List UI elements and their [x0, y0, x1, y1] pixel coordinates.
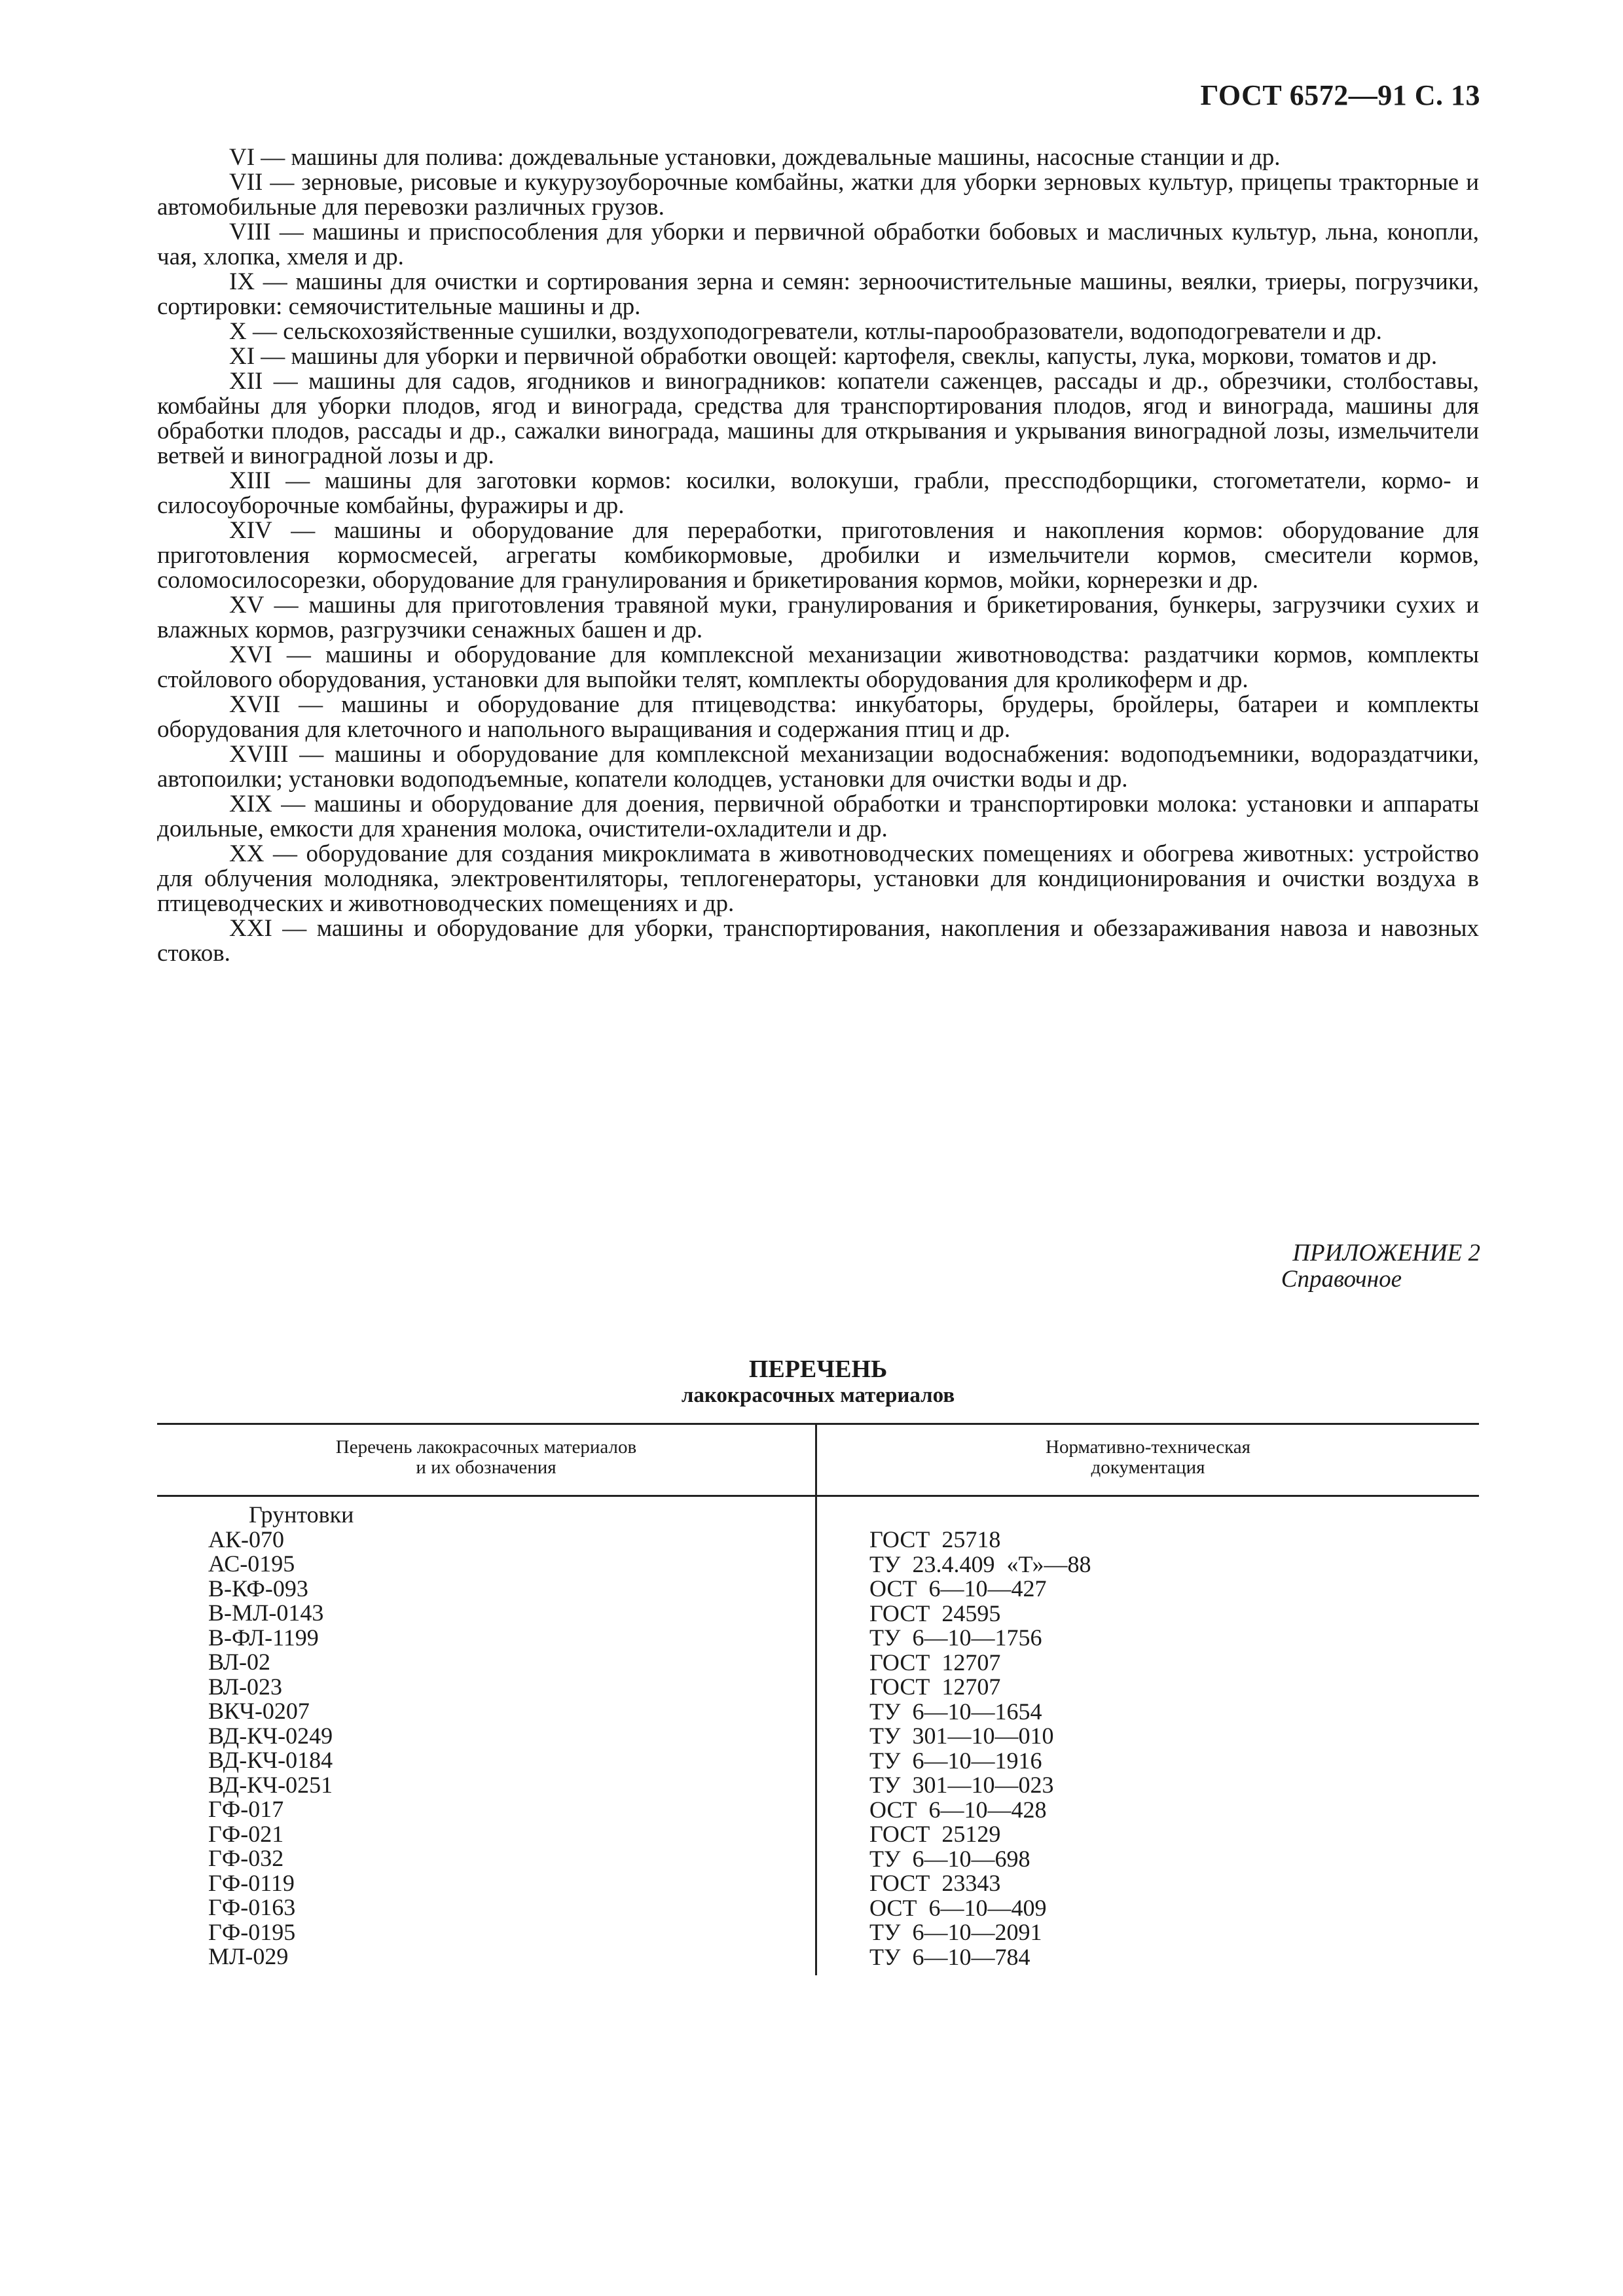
- header-line: Перечень лакокрасочных материалов: [335, 1437, 637, 1458]
- doc-cell: ТУ 6—10—2091: [869, 1919, 1042, 1945]
- table-column-divider: [815, 1424, 817, 1975]
- material-cell: ВД-КЧ-0249: [208, 1722, 333, 1749]
- header-line: Нормативно-техническая: [1046, 1437, 1250, 1458]
- doc-cell: ТУ 6—10—1756: [869, 1624, 1042, 1651]
- doc-cell: ОСТ 6—10—427: [869, 1575, 1047, 1602]
- docs-column: [869, 1528, 1091, 1969]
- doc-cell: ГОСТ 24595: [869, 1600, 1001, 1626]
- material-cell: ГФ-017: [208, 1796, 284, 1822]
- material-cell: ВД-КЧ-0251: [208, 1771, 333, 1798]
- material-cell: ВЛ-02: [208, 1649, 271, 1675]
- material-cell: ГФ-021: [208, 1820, 284, 1847]
- doc-cell: ТУ 301—10—023: [869, 1772, 1054, 1798]
- doc-cell: ГОСТ 23343: [869, 1870, 1001, 1896]
- list-paragraph: XIX — машины и оборудование для доения, первичной обработки и транспортировки молока: установки и аппараты доильные, емкости для хранения молока, очистители-охладители и др.: [157, 791, 1479, 842]
- table-title-main: ПЕРЕЧЕНЬ: [748, 1355, 888, 1383]
- list-paragraph: XVII — машины и оборудование для птицеводства: инкубаторы, брудеры, бройлеры, батареи и комплекты оборудования для клеточного и напольного выращивания и содержания птиц и др.: [157, 691, 1479, 743]
- material-cell: МЛ-029: [208, 1943, 289, 1969]
- material-cell: ВД-КЧ-0184: [208, 1747, 333, 1773]
- material-cell: ВКЧ-0207: [208, 1698, 310, 1724]
- doc-cell: ОСТ 6—10—409: [869, 1894, 1047, 1921]
- header-line: документация: [1091, 1457, 1205, 1478]
- material-cell: АС-0195: [208, 1551, 295, 1577]
- doc-cell: ТУ 6—10—698: [869, 1845, 1030, 1872]
- doc-cell: ТУ 6—10—784: [869, 1943, 1030, 1970]
- doc-cell: ТУ 6—10—1654: [869, 1698, 1042, 1725]
- list-paragraph: IX — машины для очистки и сортирования зерна и семян: зерноочистительные машины, веялки, триеры, погрузчики, сортировки: семяочистительные машины и др.: [157, 268, 1479, 320]
- list-paragraph: X — сельскохозяйственные сушилки, воздухоподогреватели, котлы-парообразователи, водоподогреватели и др.: [229, 318, 1382, 345]
- list-paragraph: XI — машины для уборки и первичной обработки овощей: картофеля, свеклы, капусты, лука, моркови, томатов и др.: [229, 343, 1438, 370]
- header-line: и их обозначения: [416, 1457, 556, 1478]
- doc-cell: ТУ 301—10—010: [869, 1723, 1054, 1749]
- list-paragraph: VII — зерновые, рисовые и кукурузоуборочные комбайны, жатки для уборки зерновых культур, прицепы тракторные и автомобильные для перевозки различных грузов.: [157, 169, 1479, 221]
- material-cell: АК-070: [208, 1526, 284, 1552]
- appendix-title: ПРИЛОЖЕНИЕ 2: [1292, 1240, 1480, 1266]
- table-title-sub: лакокрасочных материалов: [681, 1384, 955, 1407]
- material-cell: В-КФ-093: [208, 1575, 308, 1602]
- table-title: [157, 1356, 1479, 1408]
- machine-groups-list: [157, 145, 1479, 966]
- doc-cell: ГОСТ 12707: [869, 1649, 1001, 1676]
- group-label: Грунтовки: [249, 1501, 354, 1528]
- material-cell: ГФ-0119: [208, 1869, 295, 1896]
- list-paragraph: XII — машины для садов, ягодников и виноградников: копатели саженцев, рассады и др., обрезчики, столбоставы, комбайны для уборки плодов, ягод и винограда, средства для транспортирования плодов, ягод и винограда, машины для обработки плодов, рассады и др., сажалки винограда, машины для открывания и укрывания виноградной лозы, измельчители ветвей и виноградной лозы и др.: [157, 368, 1479, 469]
- appendix-label: [1281, 1240, 1480, 1293]
- material-cell: ГФ-0163: [208, 1894, 296, 1920]
- list-paragraph: XIV — машины и оборудование для переработки, приготовления и накопления кормов: оборудование для приготовления кормосмесей, агрегаты комбикормовые, дробилки и измельчители кормов, смесители кормов, соломосилосорезки, оборудование для гранулирования и брикетирования кормов, мойки, корнерезки и др.: [157, 517, 1479, 594]
- list-paragraph: VIII — машины и приспособления для уборки и первичной обработки бобовых и масличных культур, льна, конопли, чая, хлопка, хмеля и др.: [157, 219, 1479, 270]
- material-cell: ГФ-032: [208, 1845, 284, 1871]
- materials-column: [208, 1503, 354, 1969]
- list-paragraph: XVIII — машины и оборудование для комплексной механизации водоснабжения: водоподъемники, водораздатчики, автопоилки; установки водоподъемные, копатели колодцев, установки для очистки воды и др.: [157, 741, 1479, 793]
- doc-cell: ОСТ 6—10—428: [869, 1796, 1047, 1823]
- list-paragraph: XVI — машины и оборудование для комплексной механизации животноводства: раздатчики кормов, комплекты стойлового оборудования, установки для выпойки телят, комплекты оборудования для кроликоферм и др.: [157, 641, 1479, 693]
- doc-cell: ТУ 6—10—1916: [869, 1747, 1042, 1774]
- materials-list: [208, 1528, 354, 1969]
- doc-cell: ГОСТ 25129: [869, 1821, 1001, 1847]
- table-header-docs: [817, 1437, 1479, 1478]
- table-header-rule: [157, 1495, 1479, 1497]
- doc-cell: ГОСТ 25718: [869, 1526, 1001, 1552]
- page-header: ГОСТ 6572—91 С. 13: [1200, 79, 1480, 111]
- list-paragraph: XIII — машины для заготовки кормов: косилки, волокуши, грабли, прессподборщики, стогометатели, кормо- и силосоуборочные комбайны, фуражиры и др.: [157, 467, 1479, 519]
- list-paragraph: XX — оборудование для создания микроклимата в животноводческих помещениях и обогрева животных: устройство для облучения молодняка, электровентиляторы, теплогенераторы, установки для кондиционирования и очистки воздуха в птицеводческих и животноводческих помещениях и др.: [157, 840, 1479, 917]
- table-header-materials: [157, 1437, 815, 1478]
- material-cell: В-ФЛ-1199: [208, 1624, 319, 1651]
- list-paragraph: VI — машины для полива: дождевальные установки, дождевальные машины, насосные станции и др.: [229, 144, 1281, 171]
- doc-cell: ТУ 23.4.409 «Т»—88: [869, 1551, 1091, 1577]
- list-paragraph: XV — машины для приготовления травяной муки, гранулирования и брикетирования, бункеры, загрузчики сухих и влажных кормов, разгрузчики сенажных башен и др.: [157, 592, 1479, 643]
- material-cell: В-МЛ-0143: [208, 1600, 324, 1626]
- material-cell: ГФ-0195: [208, 1918, 296, 1945]
- table-top-rule: [157, 1423, 1479, 1425]
- list-paragraph: XXI — машины и оборудование для уборки, транспортирования, накопления и обеззараживания навоза и навозных стоков.: [157, 915, 1479, 967]
- appendix-subtitle: Справочное: [1281, 1266, 1402, 1293]
- material-cell: ВЛ-023: [208, 1673, 283, 1700]
- doc-cell: ГОСТ 12707: [869, 1674, 1001, 1700]
